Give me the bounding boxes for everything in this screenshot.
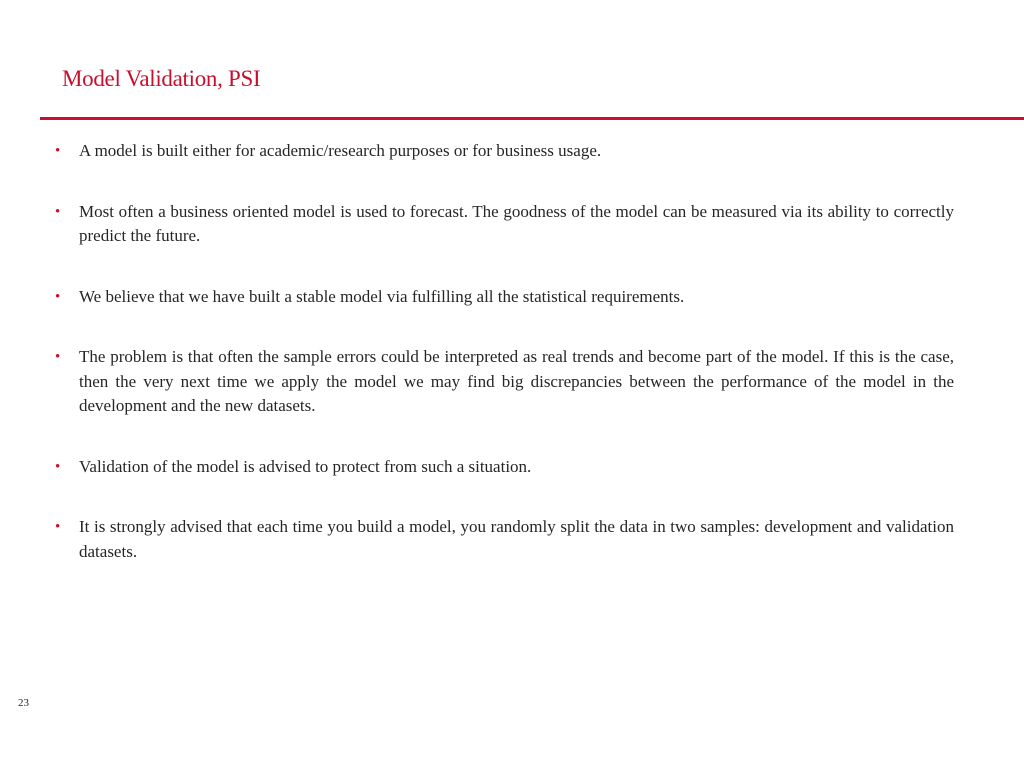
bullet-text: We believe that we have built a stable model via fulfilling all the statistical requirements. xyxy=(79,286,685,306)
bullet-text: Validation of the model is advised to protect from such a situation. xyxy=(79,456,532,476)
bullet-text: It is strongly advised that each time you build a model, you randomly split the data in two samples: development and validation datasets. xyxy=(79,517,954,561)
bullet-item xyxy=(55,285,954,310)
bullet-icon: • xyxy=(55,458,61,475)
bullet-item xyxy=(55,515,954,564)
bullet-item xyxy=(55,200,954,249)
bullet-icon: • xyxy=(55,288,61,305)
bullet-icon: • xyxy=(55,143,61,159)
page-number: 23 xyxy=(18,697,29,709)
bullet-item xyxy=(55,345,954,419)
bullet-icon: • xyxy=(55,349,61,365)
bullet-icon: • xyxy=(55,203,61,220)
slide-title: Model Validation, PSI xyxy=(62,66,261,91)
bullet-list xyxy=(55,139,954,600)
bullet-text: Most often a business oriented model is used to forecast. The goodness of the model can be measured via its ability to correctly predict the future. xyxy=(79,201,954,245)
bullet-text: A model is built either for academic/research purposes or for business usage. xyxy=(79,141,602,160)
title-divider xyxy=(40,117,1024,120)
bullet-text: The problem is that often the sample errors could be interpreted as real trends and become part of the model. If this is the case, then the very next time we apply the model we may find big discrepancies between the performance of the model in the development and the new datasets. xyxy=(79,347,954,415)
bullet-icon: • xyxy=(55,519,61,535)
bullet-item xyxy=(55,455,954,480)
bullet-item xyxy=(55,139,954,164)
